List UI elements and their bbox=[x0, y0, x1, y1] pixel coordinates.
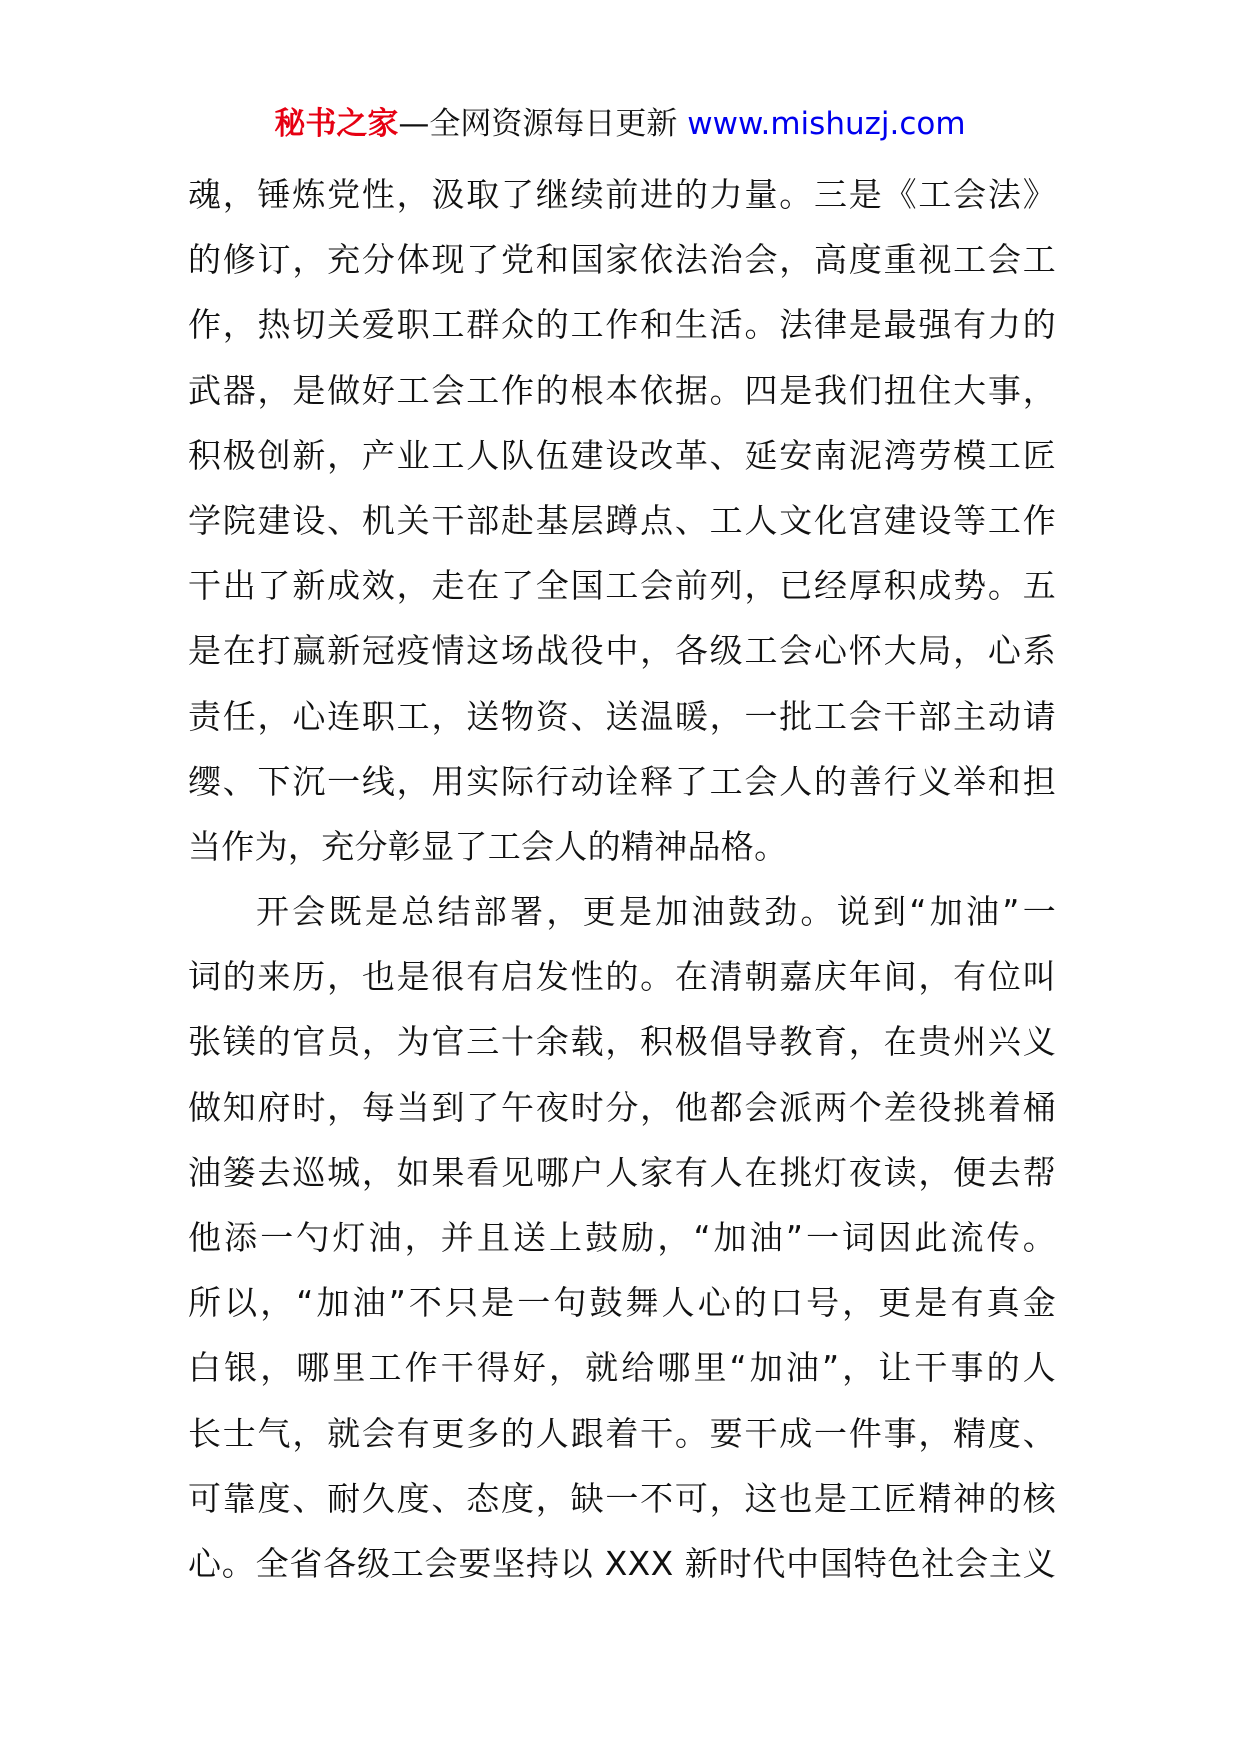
text-line: 所以，“加油”不只是一句鼓舞人心的口号，更是有真金 bbox=[188, 1283, 1056, 1323]
text-line: 做知府时，每当到了午夜时分，他都会派两个差役挑着桶 bbox=[188, 1087, 1056, 1127]
text-line: 积极创新，产业工人队伍建设改革、延安南泥湾劳模工匠 bbox=[188, 435, 1056, 475]
text-line: 张镁的官员，为官三十余载，积极倡导教育，在贵州兴义 bbox=[188, 1022, 1056, 1062]
text-line: 可靠度、耐久度、态度，缺一不可，这也是工匠精神的核 bbox=[188, 1478, 1056, 1518]
site-url-link[interactable]: www.mishuzj.com bbox=[687, 106, 966, 142]
text-line: 的修订，充分体现了党和国家依法治会，高度重视工会工 bbox=[188, 240, 1056, 280]
text-line: 词的来历，也是很有启发性的。在清朝嘉庆年间，有位叫 bbox=[188, 957, 1056, 997]
page-header bbox=[0, 104, 1240, 144]
text-line: 是在打赢新冠疫情这场战役中，各级工会心怀大局，心系 bbox=[188, 631, 1056, 671]
text-line: 武器，是做好工会工作的根本依据。四是我们扭住大事， bbox=[188, 370, 1056, 410]
text-line: 魂，锤炼党性，汲取了继续前进的力量。三是《工会法》 bbox=[188, 175, 1056, 214]
text-line: 学院建设、机关干部赴基层蹲点、工人文化宫建设等工作 bbox=[188, 500, 1056, 540]
site-slogan: —全网资源每日更新 bbox=[398, 106, 688, 142]
text-line: 责任，心连职工，送物资、送温暖，一批工会干部主动请 bbox=[188, 696, 1056, 736]
text-line: 干出了新成效，走在了全国工会前列，已经厚积成势。五 bbox=[188, 566, 1056, 606]
text-line: 白银，哪里工作干得好，就给哪里“加油”，让干事的人 bbox=[188, 1348, 1056, 1388]
text-line: 缨、下沉一线，用实际行动诠释了工会人的善行义举和担 bbox=[188, 761, 1056, 801]
text-line: 他添一勺灯油，并且送上鼓励，“加油”一词因此流传。 bbox=[188, 1218, 1056, 1257]
paragraph-start-line: 开会既是总结部署，更是加油鼓劲。说到“加油”一 bbox=[256, 892, 1056, 932]
text-line: 心。全省各级工会要坚持以 XXX 新时代中国特色社会主义 bbox=[188, 1543, 1056, 1583]
text-line: 作，热切关爱职工群众的工作和生活。法律是最强有力的 bbox=[188, 305, 1056, 345]
document-body bbox=[188, 162, 1056, 1596]
text-line: 长士气，就会有更多的人跟着干。要干成一件事，精度、 bbox=[188, 1413, 1056, 1453]
paragraph-end-line: 当作为，充分彰显了工会人的精神品格。 bbox=[188, 826, 788, 866]
site-brand: 秘书之家 bbox=[274, 106, 399, 142]
text-line: 油篓去巡城，如果看见哪户人家有人在挑灯夜读，便去帮 bbox=[188, 1152, 1056, 1192]
